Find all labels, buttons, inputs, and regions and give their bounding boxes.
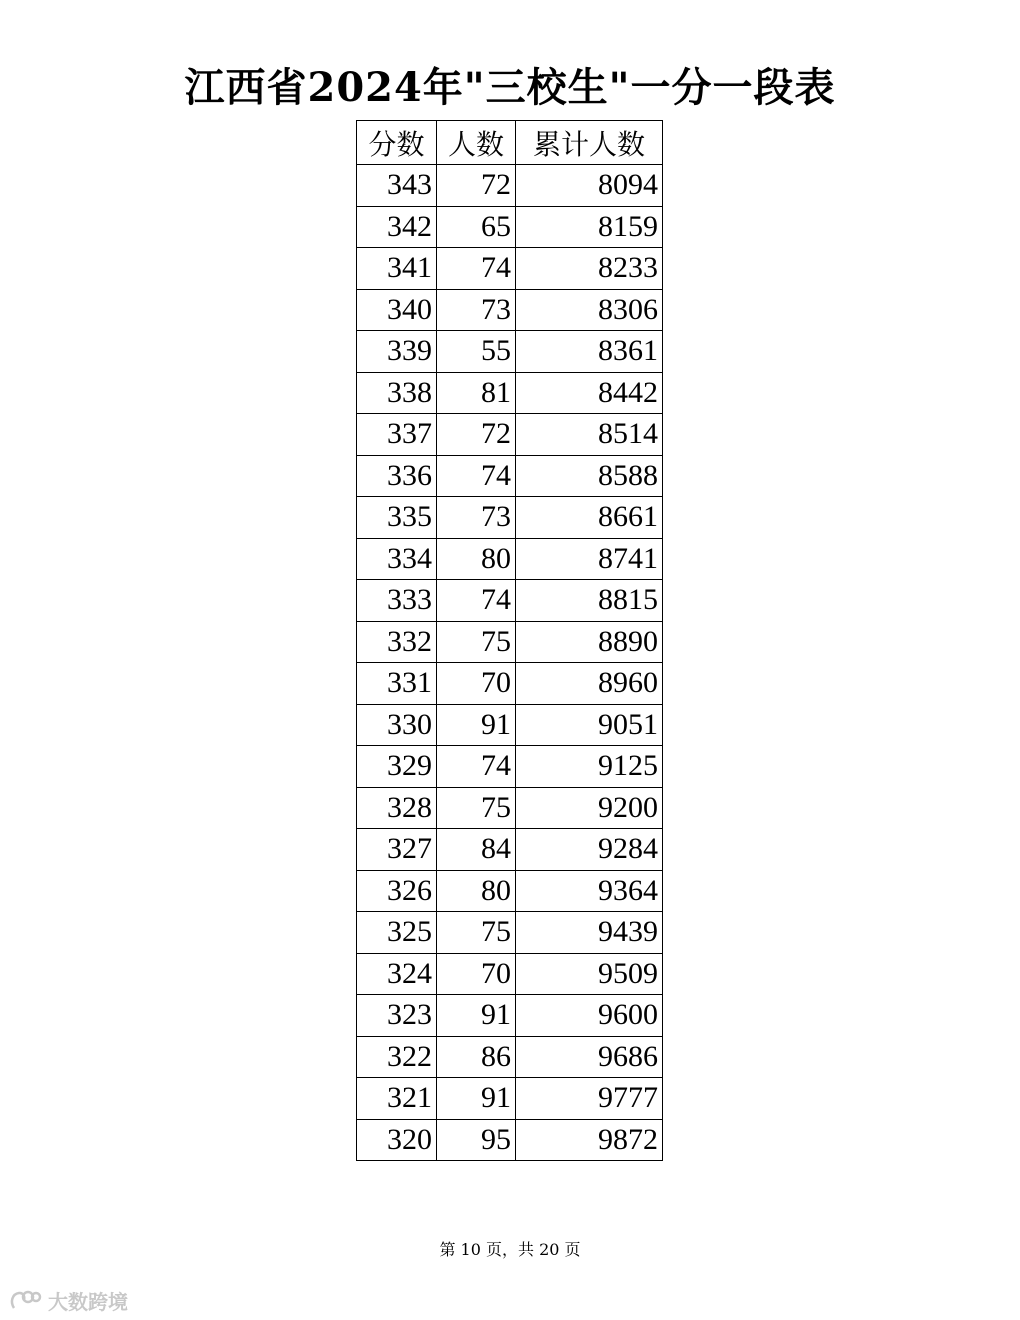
table-row xyxy=(357,248,663,290)
cell-score: 331 xyxy=(357,663,437,705)
cell-score: 328 xyxy=(357,787,437,829)
cell-count: 75 xyxy=(437,621,516,663)
cell-count: 70 xyxy=(437,663,516,705)
cell-score: 338 xyxy=(357,372,437,414)
cell-score: 339 xyxy=(357,331,437,373)
cell-cumulative: 8233 xyxy=(516,248,663,290)
table-row xyxy=(357,1078,663,1120)
cell-count: 74 xyxy=(437,248,516,290)
cell-cumulative: 8306 xyxy=(516,289,663,331)
cell-count: 74 xyxy=(437,746,516,788)
cell-score: 336 xyxy=(357,455,437,497)
cell-count: 73 xyxy=(437,497,516,539)
table-row xyxy=(357,580,663,622)
table-row xyxy=(357,497,663,539)
table-header-row xyxy=(357,121,663,165)
cell-cumulative: 9777 xyxy=(516,1078,663,1120)
table-row xyxy=(357,829,663,871)
cell-cumulative: 8890 xyxy=(516,621,663,663)
table-row xyxy=(357,289,663,331)
watermark-text: 大数跨境 xyxy=(48,1290,128,1314)
cell-count: 55 xyxy=(437,331,516,373)
score-table xyxy=(356,120,663,1161)
cell-count: 72 xyxy=(437,165,516,207)
cell-score: 323 xyxy=(357,995,437,1037)
cell-cumulative: 8159 xyxy=(516,206,663,248)
cell-cumulative: 9600 xyxy=(516,995,663,1037)
cell-cumulative: 9284 xyxy=(516,829,663,871)
cell-score: 325 xyxy=(357,912,437,954)
table-row xyxy=(357,165,663,207)
cell-score: 333 xyxy=(357,580,437,622)
cell-count: 91 xyxy=(437,704,516,746)
cell-cumulative: 8661 xyxy=(516,497,663,539)
cell-cumulative: 8960 xyxy=(516,663,663,705)
table-row xyxy=(357,414,663,456)
table-row xyxy=(357,787,663,829)
cell-cumulative: 9686 xyxy=(516,1036,663,1078)
cell-cumulative: 8361 xyxy=(516,331,663,373)
table-row xyxy=(357,206,663,248)
cell-cumulative: 9200 xyxy=(516,787,663,829)
table-row xyxy=(357,953,663,995)
cell-score: 332 xyxy=(357,621,437,663)
cell-score: 342 xyxy=(357,206,437,248)
cell-score: 337 xyxy=(357,414,437,456)
table-body xyxy=(357,165,663,1161)
table-row xyxy=(357,870,663,912)
cell-count: 84 xyxy=(437,829,516,871)
cell-cumulative: 8094 xyxy=(516,165,663,207)
header-count: 人数 xyxy=(437,121,516,165)
cell-count: 91 xyxy=(437,1078,516,1120)
table-row xyxy=(357,331,663,373)
table-row xyxy=(357,538,663,580)
cell-cumulative: 8741 xyxy=(516,538,663,580)
cell-count: 74 xyxy=(437,455,516,497)
cell-count: 75 xyxy=(437,912,516,954)
cell-cumulative: 8514 xyxy=(516,414,663,456)
table-row xyxy=(357,746,663,788)
table-row xyxy=(357,1036,663,1078)
cell-score: 324 xyxy=(357,953,437,995)
table-row xyxy=(357,1119,663,1161)
header-cumulative: 累计人数 xyxy=(516,121,663,165)
cell-cumulative: 9051 xyxy=(516,704,663,746)
cell-count: 81 xyxy=(437,372,516,414)
cell-cumulative: 9364 xyxy=(516,870,663,912)
cell-cumulative: 9125 xyxy=(516,746,663,788)
cell-score: 334 xyxy=(357,538,437,580)
table-row xyxy=(357,621,663,663)
cell-score: 341 xyxy=(357,248,437,290)
cell-score: 330 xyxy=(357,704,437,746)
cell-count: 65 xyxy=(437,206,516,248)
header-score: 分数 xyxy=(357,121,437,165)
cell-score: 343 xyxy=(357,165,437,207)
logo-icon xyxy=(8,1288,42,1314)
cell-cumulative: 9439 xyxy=(516,912,663,954)
cell-count: 80 xyxy=(437,870,516,912)
cell-score: 321 xyxy=(357,1078,437,1120)
table-row xyxy=(357,912,663,954)
cell-count: 75 xyxy=(437,787,516,829)
cell-cumulative: 9509 xyxy=(516,953,663,995)
cell-count: 72 xyxy=(437,414,516,456)
cell-score: 335 xyxy=(357,497,437,539)
cell-score: 320 xyxy=(357,1119,437,1161)
cell-count: 91 xyxy=(437,995,516,1037)
page-title: 江西省2024年"三校生"一分一段表 xyxy=(184,64,836,111)
cell-count: 70 xyxy=(437,953,516,995)
cell-score: 327 xyxy=(357,829,437,871)
cell-count: 74 xyxy=(437,580,516,622)
cell-score: 322 xyxy=(357,1036,437,1078)
page-footer: 第 10 页，共 20 页 xyxy=(439,1240,581,1259)
cell-cumulative: 9872 xyxy=(516,1119,663,1161)
cell-score: 340 xyxy=(357,289,437,331)
table-row xyxy=(357,455,663,497)
cell-count: 80 xyxy=(437,538,516,580)
table-row xyxy=(357,704,663,746)
cell-score: 329 xyxy=(357,746,437,788)
cell-cumulative: 8442 xyxy=(516,372,663,414)
cell-cumulative: 8588 xyxy=(516,455,663,497)
cell-score: 326 xyxy=(357,870,437,912)
cell-cumulative: 8815 xyxy=(516,580,663,622)
cell-count: 95 xyxy=(437,1119,516,1161)
table-row xyxy=(357,663,663,705)
cell-count: 86 xyxy=(437,1036,516,1078)
table-row xyxy=(357,372,663,414)
watermark xyxy=(8,1286,128,1315)
table-row xyxy=(357,995,663,1037)
cell-count: 73 xyxy=(437,289,516,331)
